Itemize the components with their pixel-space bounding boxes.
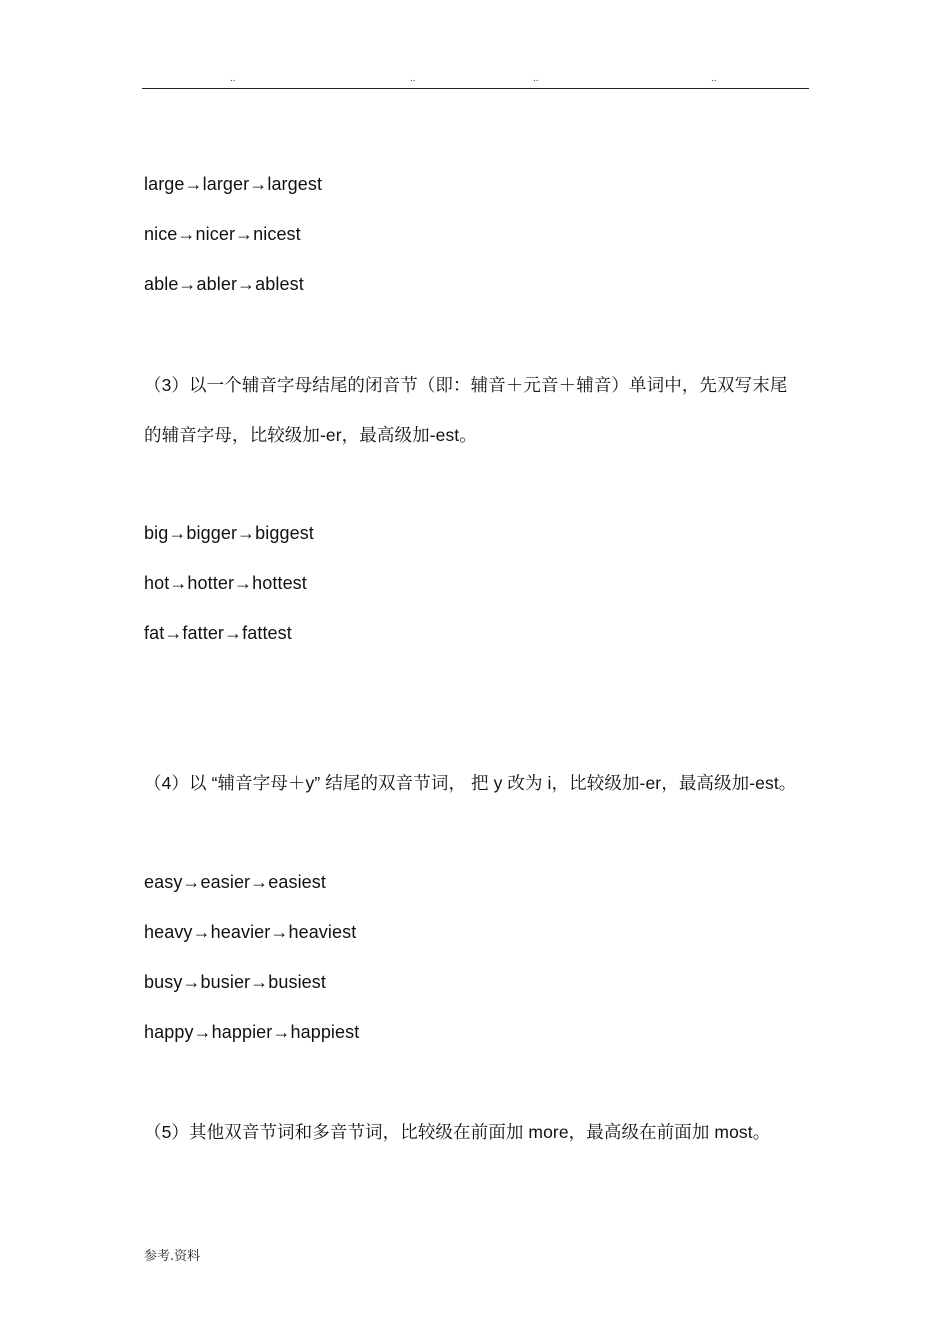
rule-4-text: （4）以 “辅音字母＋y” 结尾的双音节词， 把 y 改为 i，比较级加-er，最高级加-est。 xyxy=(144,773,797,793)
example-line: able→abler→ablest xyxy=(144,274,304,294)
example-line: hot→hotter→hottest xyxy=(144,573,307,593)
example-line: happy→happier→happiest xyxy=(144,1022,360,1042)
header-mark: .. xyxy=(230,73,236,84)
example-line: nice→nicer→nicest xyxy=(144,224,301,244)
example-line: busy→busier→busiest xyxy=(144,972,326,992)
example-line: heavy→heavier→heaviest xyxy=(144,922,357,942)
header-mark: .. xyxy=(711,73,717,84)
page-header-rule xyxy=(142,74,809,89)
rule-5-text: （5）其他双音节词和多音节词，比较级在前面加 more，最高级在前面加 most。 xyxy=(144,1122,771,1142)
example-line: fat→fatter→fattest xyxy=(144,623,292,643)
example-line: large→larger→largest xyxy=(144,174,323,194)
example-line: big→bigger→biggest xyxy=(144,523,314,543)
header-mark: .. xyxy=(410,73,416,84)
example-line: easy→easier→easiest xyxy=(144,872,326,892)
rule-3-text-line-1: （3）以一个辅音字母结尾的闭音节（即：辅音＋元音＋辅音）单词中，先双写末尾 xyxy=(144,375,788,395)
header-mark: .. xyxy=(533,73,539,84)
page-footer: 参考.资料 xyxy=(144,1249,201,1264)
rule-3-text-line-2: 的辅音字母，比较级加-er，最高级加-est。 xyxy=(144,425,477,445)
